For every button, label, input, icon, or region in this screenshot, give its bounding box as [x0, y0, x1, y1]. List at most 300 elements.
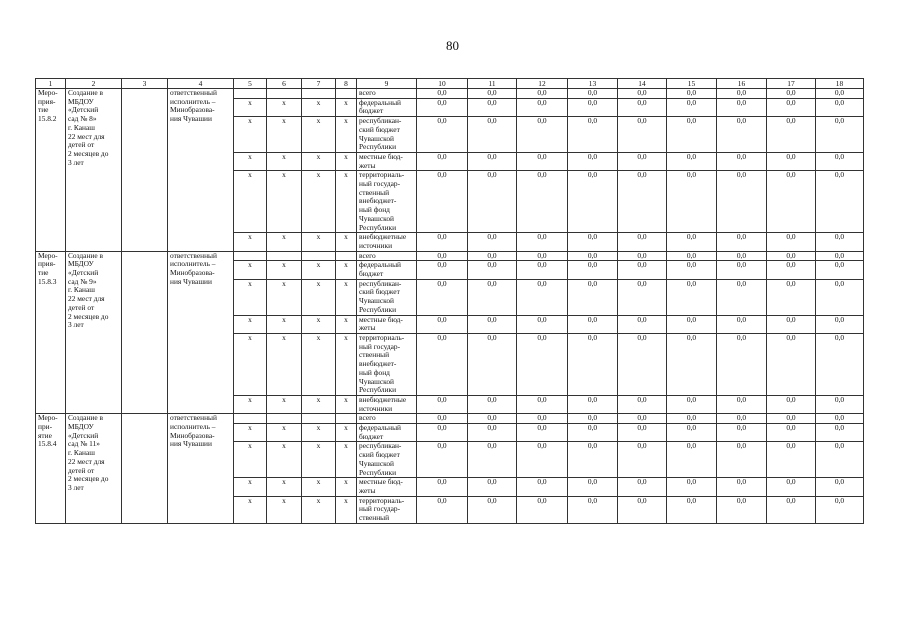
column-header-4: 4	[168, 79, 234, 89]
value-cell: 0,0	[517, 424, 568, 442]
value-cell: 0,0	[767, 171, 816, 233]
code-cell: х	[234, 478, 267, 496]
code-cell: х	[302, 279, 336, 315]
text-line: всего	[359, 413, 376, 423]
text-line: прия-	[38, 96, 56, 106]
value-cell: 0,0	[618, 496, 667, 523]
text-line: территориаль-	[359, 496, 405, 505]
value-cell: 0,0	[816, 152, 864, 170]
value-cell: 0,0	[618, 424, 667, 442]
value-cell: 0,0	[568, 233, 618, 251]
value-cell: 0,0	[417, 333, 468, 395]
code-cell: х	[234, 333, 267, 395]
value-cell: 0,0	[717, 261, 767, 279]
text-line: ственный	[359, 513, 390, 523]
code-cell: х	[267, 395, 302, 413]
code-cell: х	[302, 395, 336, 413]
funding-source-cell	[357, 261, 417, 279]
value-cell: 0,0	[517, 442, 568, 478]
code-cell	[302, 414, 336, 424]
value-cell: 0,0	[568, 98, 618, 116]
value-cell: 0,0	[717, 117, 767, 153]
value-cell: 0,0	[667, 117, 717, 153]
funding-source-cell	[357, 496, 417, 523]
text-line: всего	[359, 251, 376, 260]
value-cell: 0,0	[767, 279, 816, 315]
value-cell: 0,0	[618, 478, 667, 496]
event-name-cell	[66, 251, 122, 414]
value-cell: 0,0	[667, 171, 717, 233]
value-cell: 0,0	[816, 117, 864, 153]
text-line: территориаль-	[359, 333, 405, 342]
text-line: ственный	[359, 350, 390, 360]
table-row	[36, 251, 864, 261]
text-line: тие	[38, 105, 49, 115]
value-cell: 0,0	[767, 442, 816, 478]
value-cell: 0,0	[417, 424, 468, 442]
text-line: сад № 9»	[68, 276, 97, 286]
column-header-11: 11	[468, 79, 517, 89]
value-cell: 0,0	[417, 233, 468, 251]
text-line: исполнитель –	[170, 422, 216, 432]
page-number: 80	[446, 38, 459, 53]
text-line: бюджет	[359, 431, 384, 441]
code-cell: х	[267, 117, 302, 153]
funding-source-cell	[357, 315, 417, 333]
executor-cell	[168, 251, 234, 414]
funding-source-cell	[357, 333, 417, 395]
code-cell	[336, 414, 357, 424]
text-line: Республики	[359, 467, 397, 477]
code-cell	[336, 89, 357, 99]
column-header-1: 1	[36, 79, 66, 89]
text-line: исполнитель –	[170, 259, 216, 269]
code-cell: х	[234, 442, 267, 478]
value-cell: 0,0	[717, 424, 767, 442]
value-cell: 0,0	[717, 496, 767, 523]
value-cell: 0,0	[417, 98, 468, 116]
code-cell: х	[267, 333, 302, 395]
value-cell: 0,0	[517, 333, 568, 395]
text-line: сад № 11»	[68, 439, 100, 449]
funding-source-cell	[357, 117, 417, 153]
value-cell: 0,0	[517, 315, 568, 333]
value-cell: 0,0	[417, 261, 468, 279]
text-line: г. Канаш	[68, 448, 95, 458]
code-cell: х	[302, 496, 336, 523]
value-cell: 0,0	[717, 251, 767, 261]
code-cell: х	[336, 152, 357, 170]
text-line: детей от	[68, 302, 95, 312]
code-cell: х	[302, 171, 336, 233]
text-line: ответственный	[170, 413, 217, 423]
value-cell: 0,0	[816, 98, 864, 116]
text-line: ский бюджет	[359, 450, 400, 460]
text-line: ный государ-	[359, 179, 401, 189]
code-cell: х	[234, 152, 267, 170]
code-cell: х	[302, 117, 336, 153]
code-cell: х	[234, 315, 267, 333]
value-cell: 0,0	[816, 424, 864, 442]
value-cell: 0,0	[417, 395, 468, 413]
text-line: местные бюд-	[359, 477, 403, 487]
value-cell: 0,0	[468, 414, 517, 424]
code-cell: х	[234, 261, 267, 279]
code-cell: х	[267, 279, 302, 315]
executor-cell	[168, 89, 234, 252]
value-cell: 0,0	[618, 395, 667, 413]
text-line: МБДОУ	[68, 259, 94, 269]
value-cell: 0,0	[767, 152, 816, 170]
text-line: «Детский	[68, 268, 99, 278]
code-cell: х	[336, 279, 357, 315]
value-cell: 0,0	[468, 395, 517, 413]
code-cell: х	[302, 315, 336, 333]
code-cell: х	[302, 333, 336, 395]
text-line: республикан-	[359, 279, 402, 288]
text-line: источники	[359, 403, 393, 413]
text-line: 15.8.2	[38, 114, 57, 124]
code-cell: х	[267, 478, 302, 496]
text-line: «Детский	[68, 105, 99, 115]
value-cell: 0,0	[517, 279, 568, 315]
text-line: местные бюд-	[359, 315, 403, 324]
text-line: МБДОУ	[68, 422, 94, 432]
executor-cell	[168, 414, 234, 523]
text-line: федеральный	[359, 98, 401, 107]
value-cell: 0,0	[568, 395, 618, 413]
code-cell: х	[336, 333, 357, 395]
value-cell: 0,0	[468, 261, 517, 279]
value-cell: 0,0	[618, 414, 667, 424]
code-cell: х	[267, 442, 302, 478]
value-cell: 0,0	[618, 98, 667, 116]
column-header-2: 2	[66, 79, 122, 89]
code-cell: х	[267, 233, 302, 251]
value-cell: 0,0	[468, 89, 517, 99]
text-line: федеральный	[359, 423, 401, 433]
value-cell: 0,0	[717, 152, 767, 170]
value-cell: 0,0	[767, 233, 816, 251]
value-cell: 0,0	[816, 279, 864, 315]
value-cell: 0,0	[468, 251, 517, 261]
text-line: 22 мест для	[68, 456, 105, 466]
code-cell: х	[234, 395, 267, 413]
value-cell: 0,0	[417, 496, 468, 523]
text-line: источники	[359, 240, 393, 250]
text-line: ответственный	[170, 88, 217, 97]
text-line: 15.8.3	[38, 276, 57, 286]
value-cell: 0,0	[667, 251, 717, 261]
code-cell: х	[234, 279, 267, 315]
column-header-8: 8	[336, 79, 357, 89]
funding-source-cell	[357, 89, 417, 99]
code-cell: х	[302, 98, 336, 116]
text-line: 2 месяцев до	[68, 148, 109, 158]
value-cell: 0,0	[816, 233, 864, 251]
text-line: сад № 8»	[68, 114, 97, 124]
value-cell: 0,0	[517, 233, 568, 251]
code-cell	[267, 251, 302, 261]
value-cell: 0,0	[517, 171, 568, 233]
code-cell	[302, 251, 336, 261]
value-cell: 0,0	[468, 315, 517, 333]
value-cell: 0,0	[618, 261, 667, 279]
text-line: Меро-	[38, 413, 58, 423]
code-cell: х	[336, 424, 357, 442]
value-cell: 0,0	[667, 233, 717, 251]
text-line: исполнитель –	[170, 96, 216, 106]
column-header-14: 14	[618, 79, 667, 89]
value-cell: 0,0	[568, 333, 618, 395]
text-line: ный фонд	[359, 205, 390, 215]
code-cell: х	[302, 478, 336, 496]
value-cell: 0,0	[667, 424, 717, 442]
text-line: ный фонд	[359, 367, 390, 377]
text-line: ский бюджет	[359, 124, 400, 134]
text-line: Республики	[359, 385, 397, 395]
value-cell: 0,0	[816, 251, 864, 261]
value-cell: 0,0	[667, 315, 717, 333]
code-cell: х	[336, 395, 357, 413]
value-cell: 0,0	[468, 117, 517, 153]
header-row	[36, 79, 864, 89]
funding-source-cell	[357, 233, 417, 251]
code-cell: х	[267, 424, 302, 442]
text-line: Республики	[359, 142, 397, 152]
text-line: бюджет	[359, 106, 384, 116]
code-cell	[234, 251, 267, 261]
text-line: г. Канаш	[68, 285, 95, 295]
value-cell: 0,0	[417, 251, 468, 261]
code-cell	[267, 414, 302, 424]
value-cell: 0,0	[568, 171, 618, 233]
value-cell: 0,0	[717, 89, 767, 99]
text-line: тие	[38, 268, 49, 278]
column-header-5: 5	[234, 79, 267, 89]
value-cell: 0,0	[767, 315, 816, 333]
empty-cell	[122, 89, 168, 252]
value-cell: 0,0	[417, 315, 468, 333]
value-cell: 0,0	[667, 279, 717, 315]
value-cell: 0,0	[667, 152, 717, 170]
value-cell: 0,0	[767, 496, 816, 523]
text-line: жеты	[359, 160, 376, 170]
text-line: ный государ-	[359, 504, 401, 514]
code-cell	[234, 89, 267, 99]
funding-source-cell	[357, 414, 417, 424]
value-cell: 0,0	[717, 333, 767, 395]
code-cell: х	[336, 117, 357, 153]
value-cell: 0,0	[816, 89, 864, 99]
text-line: внебюджет-	[359, 359, 397, 369]
column-header-7: 7	[302, 79, 336, 89]
value-cell: 0,0	[517, 478, 568, 496]
code-cell	[302, 89, 336, 99]
value-cell: 0,0	[568, 424, 618, 442]
value-cell: 0,0	[767, 117, 816, 153]
text-line: 3 лет	[68, 482, 84, 492]
value-cell: 0,0	[468, 279, 517, 315]
event-number-cell	[36, 414, 66, 523]
code-cell: х	[234, 98, 267, 116]
funding-source-cell	[357, 251, 417, 261]
value-cell: 0,0	[568, 89, 618, 99]
budget-table	[35, 78, 864, 524]
column-header-6: 6	[267, 79, 302, 89]
value-cell: 0,0	[517, 414, 568, 424]
value-cell: 0,0	[517, 496, 568, 523]
value-cell: 0,0	[468, 478, 517, 496]
code-cell: х	[234, 496, 267, 523]
value-cell: 0,0	[717, 279, 767, 315]
value-cell: 0,0	[417, 279, 468, 315]
text-line: ния Чувашии	[170, 276, 212, 286]
value-cell: 0,0	[667, 333, 717, 395]
value-cell: 0,0	[816, 442, 864, 478]
text-line: ния Чувашии	[170, 114, 212, 124]
funding-source-cell	[357, 279, 417, 315]
code-cell: х	[336, 98, 357, 116]
empty-cell	[122, 251, 168, 414]
value-cell: 0,0	[417, 414, 468, 424]
value-cell: 0,0	[468, 171, 517, 233]
code-cell: х	[267, 152, 302, 170]
text-line: ответственный	[170, 251, 217, 260]
value-cell: 0,0	[767, 424, 816, 442]
value-cell: 0,0	[618, 442, 667, 478]
value-cell: 0,0	[568, 261, 618, 279]
value-cell: 0,0	[717, 98, 767, 116]
value-cell: 0,0	[816, 395, 864, 413]
text-line: всего	[359, 88, 376, 97]
column-header-13: 13	[568, 79, 618, 89]
event-name-cell	[66, 89, 122, 252]
value-cell: 0,0	[468, 98, 517, 116]
value-cell: 0,0	[667, 261, 717, 279]
text-line: Минобразова-	[170, 430, 215, 440]
code-cell: х	[302, 261, 336, 279]
text-line: Меро-	[38, 88, 58, 97]
column-header-9: 9	[357, 79, 417, 89]
text-line: Чувашской	[359, 458, 395, 468]
code-cell: х	[234, 117, 267, 153]
value-cell: 0,0	[816, 414, 864, 424]
value-cell: 0,0	[417, 152, 468, 170]
value-cell: 0,0	[618, 152, 667, 170]
text-line: Создание в	[68, 413, 103, 423]
code-cell: х	[234, 233, 267, 251]
text-line: республикан-	[359, 441, 402, 451]
value-cell: 0,0	[517, 152, 568, 170]
value-cell: 0,0	[568, 117, 618, 153]
value-cell: 0,0	[618, 171, 667, 233]
column-header-18: 18	[816, 79, 864, 89]
value-cell: 0,0	[517, 117, 568, 153]
value-cell: 0,0	[767, 89, 816, 99]
value-cell: 0,0	[717, 233, 767, 251]
value-cell: 0,0	[667, 442, 717, 478]
text-line: 2 месяцев до	[68, 474, 109, 484]
column-header-12: 12	[517, 79, 568, 89]
value-cell: 0,0	[767, 261, 816, 279]
value-cell: 0,0	[667, 414, 717, 424]
value-cell: 0,0	[767, 98, 816, 116]
text-line: Чувашской	[359, 213, 395, 223]
column-header-16: 16	[717, 79, 767, 89]
text-line: внебюджет-	[359, 196, 397, 206]
text-line: ный государ-	[359, 341, 401, 351]
text-line: Создание в	[68, 251, 103, 260]
code-cell: х	[336, 233, 357, 251]
value-cell: 0,0	[568, 478, 618, 496]
value-cell: 0,0	[717, 442, 767, 478]
value-cell: 0,0	[417, 478, 468, 496]
funding-source-cell	[357, 442, 417, 478]
value-cell: 0,0	[816, 496, 864, 523]
event-name-cell	[66, 414, 122, 523]
value-cell: 0,0	[568, 496, 618, 523]
table-row	[36, 414, 864, 424]
value-cell: 0,0	[468, 152, 517, 170]
value-cell: 0,0	[517, 395, 568, 413]
value-cell: 0,0	[417, 171, 468, 233]
value-cell: 0,0	[568, 315, 618, 333]
value-cell: 0,0	[468, 424, 517, 442]
value-cell: 0,0	[667, 89, 717, 99]
value-cell: 0,0	[618, 117, 667, 153]
value-cell: 0,0	[517, 261, 568, 279]
value-cell: 0,0	[568, 251, 618, 261]
text-line: Минобразова-	[170, 105, 215, 115]
text-line: прия-	[38, 259, 56, 269]
value-cell: 0,0	[767, 395, 816, 413]
code-cell: х	[267, 261, 302, 279]
value-cell: 0,0	[767, 333, 816, 395]
code-cell: х	[267, 98, 302, 116]
text-line: детей от	[68, 465, 95, 475]
value-cell: 0,0	[717, 171, 767, 233]
value-cell: 0,0	[618, 233, 667, 251]
text-line: Меро-	[38, 251, 58, 260]
value-cell: 0,0	[468, 496, 517, 523]
code-cell	[267, 89, 302, 99]
event-number-cell	[36, 251, 66, 414]
code-cell	[234, 414, 267, 424]
funding-source-cell	[357, 478, 417, 496]
code-cell: х	[336, 261, 357, 279]
code-cell: х	[234, 424, 267, 442]
funding-source-cell	[357, 395, 417, 413]
value-cell: 0,0	[717, 315, 767, 333]
column-header-10: 10	[417, 79, 468, 89]
text-line: МБДОУ	[68, 96, 94, 106]
text-line: бюджет	[359, 269, 384, 279]
text-line: 2 месяцев до	[68, 311, 109, 321]
value-cell: 0,0	[667, 478, 717, 496]
value-cell: 0,0	[816, 333, 864, 395]
value-cell: 0,0	[417, 442, 468, 478]
value-cell: 0,0	[767, 414, 816, 424]
text-line: жеты	[359, 485, 376, 495]
code-cell: х	[302, 233, 336, 251]
text-line: жеты	[359, 323, 376, 333]
funding-source-cell	[357, 424, 417, 442]
funding-source-cell	[357, 98, 417, 116]
value-cell: 0,0	[517, 251, 568, 261]
text-line: 3 лет	[68, 157, 84, 167]
value-cell: 0,0	[717, 478, 767, 496]
